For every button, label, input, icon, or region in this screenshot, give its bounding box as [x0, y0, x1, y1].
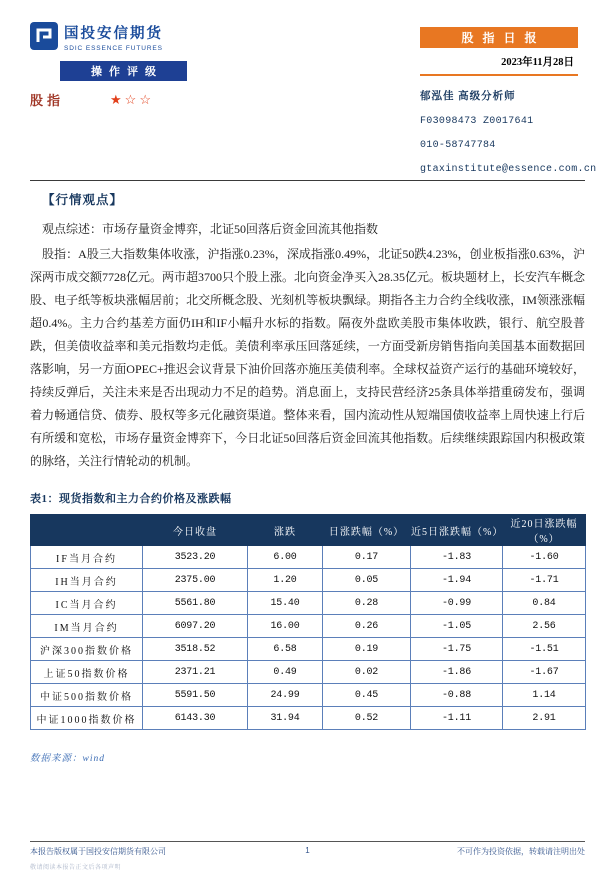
viewpoint-summary: 观点综述：市场存量资金博弈，北证50回落后资金回流其他指数: [42, 222, 379, 236]
table-row: [31, 638, 586, 661]
instrument-rating-row: [30, 90, 154, 109]
table-cell: -1.60: [503, 546, 586, 569]
company-name-en: SDIC ESSENCE FUTURES: [64, 45, 163, 52]
table-cell: 3518.52: [143, 638, 248, 661]
table-header-cell: 今日收盘: [143, 515, 248, 546]
analyst-email: gtaxinstitute@essence.com.cn: [420, 164, 597, 175]
table-cell: 0.19: [323, 638, 411, 661]
table-cell: 6143.30: [143, 707, 248, 730]
table-cell: 6.00: [248, 546, 323, 569]
table-cell: 16.00: [248, 615, 323, 638]
table-row-label: 中证1000指数价格: [31, 707, 143, 730]
footer-note: 敬请阅读本报告正文后各项声明: [30, 865, 122, 870]
table-cell: 2.91: [503, 707, 586, 730]
table-cell: -1.86: [411, 661, 503, 684]
table-cell: -1.05: [411, 615, 503, 638]
table-cell: 2371.21: [143, 661, 248, 684]
table-cell: 0.26: [323, 615, 411, 638]
table-cell: 24.99: [248, 684, 323, 707]
spot-index-table: [30, 514, 586, 730]
analyst-block: [420, 88, 597, 188]
masthead-divider: [420, 74, 578, 76]
table-cell: -1.75: [411, 638, 503, 661]
table-row: [31, 707, 586, 730]
table-cell: 0.45: [323, 684, 411, 707]
table-cell: -1.94: [411, 569, 503, 592]
footer-disclaimer: 不可作为投资依据，转载请注明出处: [457, 847, 585, 856]
table-header-cell: 近20日涨跌幅（%）: [503, 515, 586, 546]
table-cell: 0.28: [323, 592, 411, 615]
table-cell: 5561.80: [143, 592, 248, 615]
table-row-label: IC当月合约: [31, 592, 143, 615]
table-cell: 3523.20: [143, 546, 248, 569]
table-row-label: 上证50指数价格: [31, 661, 143, 684]
table-row-label: 沪深300指数价格: [31, 638, 143, 661]
company-name: 国投安信期货: [64, 26, 163, 42]
star-rating: ★☆☆: [110, 91, 154, 107]
table-cell: -1.51: [503, 638, 586, 661]
table-cell: 0.49: [248, 661, 323, 684]
table-cell: 6.58: [248, 638, 323, 661]
instrument-name: 股指: [30, 93, 65, 108]
table-row-label: IF当月合约: [31, 546, 143, 569]
brand: [30, 22, 163, 55]
page-number: 1: [305, 846, 310, 855]
table-cell: 1.14: [503, 684, 586, 707]
table-cell: 0.17: [323, 546, 411, 569]
table-cell: -1.11: [411, 707, 503, 730]
rating-banner: 操作评级: [60, 61, 187, 81]
main-content: [30, 190, 585, 764]
table-cell: 0.05: [323, 569, 411, 592]
table-cell: -1.83: [411, 546, 503, 569]
table-cell: 2.56: [503, 615, 586, 638]
viewpoint-body: 股指：A股三大指数集体收涨，沪指涨0.23%，深成指涨0.49%，北证50跌4.23%，创业板指涨0.63%，沪深两市成交额7728亿元。两市超3700只个股上涨。北向资金净买入28.35亿元。板块题材上，长安汽车概念股、电子纸等板块涨幅居前；北交所概念股、光刻机等板块飘绿。期指各主力合约全线收涨，IM领涨涨幅超0.4%。主力合约基差方面仍IH和IF小幅升水标的指数。隔夜外盘欧美股市集体收跌，银行、航空股普跌，但美债收益率和美元指数均走低。美债利率承压回落延续，一方面受新房销售指向美国基本面数据回落影响，另一方面OPEC+推迟会议背景下油价回落亦施压美债利率。全球权益资产运行的基础环境较好，持续反弹后，关注未来是否出现动力不足的趋势。消息面上，支持民营经济25条具体举措重磅发布，强调着力畅通信贷、债券、股权等多元化融资渠道。整体来看，国内流动性从短端国债收益率上周快速上行后有所缓和宽松，市场存量资金博弈下，今日北证50回落后资金回流其他指数。后续继续跟踪国内积极政策的脉络，关注行情轮动的机制。: [30, 247, 586, 468]
table-cell: 31.94: [248, 707, 323, 730]
table-title: 表1：现货指数和主力合约价格及涨跌幅: [30, 493, 232, 505]
analyst-phone: 010-58747784: [420, 140, 496, 151]
table-row-label: IH当月合约: [31, 569, 143, 592]
table-row: [31, 661, 586, 684]
table-header-row: [31, 515, 586, 546]
data-source-note: 数据来源：wind: [30, 754, 105, 764]
table-cell: 0.84: [503, 592, 586, 615]
table-row: [31, 592, 586, 615]
table-row: [31, 569, 586, 592]
company-logo-icon: [30, 22, 58, 55]
page-footer: [30, 841, 585, 870]
table-row-label: IM当月合约: [31, 615, 143, 638]
table-cell: 0.52: [323, 707, 411, 730]
table-row: [31, 684, 586, 707]
table-header-cell: [31, 515, 143, 546]
table-cell: 0.02: [323, 661, 411, 684]
table-header-cell: 涨跌: [248, 515, 323, 546]
table-cell: 5591.50: [143, 684, 248, 707]
analyst-name: 郁泓佳 高级分析师: [420, 91, 516, 102]
table-header-cell: 日涨跌幅（%）: [323, 515, 411, 546]
footer-row: [30, 846, 585, 857]
table-cell: -1.67: [503, 661, 586, 684]
table-row-label: 中证500指数价格: [31, 684, 143, 707]
table-cell: 15.40: [248, 592, 323, 615]
table-cell: -1.71: [503, 569, 586, 592]
table-cell: 1.20: [248, 569, 323, 592]
table-cell: 6097.20: [143, 615, 248, 638]
report-date: 2023年11月28日: [501, 57, 574, 68]
table-cell: -0.88: [411, 684, 503, 707]
section-title: 【行情观点】: [42, 193, 124, 207]
table-cell: 2375.00: [143, 569, 248, 592]
table-row: [31, 615, 586, 638]
table-row: [31, 546, 586, 569]
report-type-banner: 股指日报: [420, 27, 578, 48]
table-header-cell: 近5日涨跌幅（%）: [411, 515, 503, 546]
header-divider: [30, 180, 585, 181]
analyst-cert-number: F03098473 Z0017641: [420, 116, 534, 127]
footer-copyright: 本报告版权属于国投安信期货有限公司: [30, 847, 166, 856]
table-cell: -0.99: [411, 592, 503, 615]
